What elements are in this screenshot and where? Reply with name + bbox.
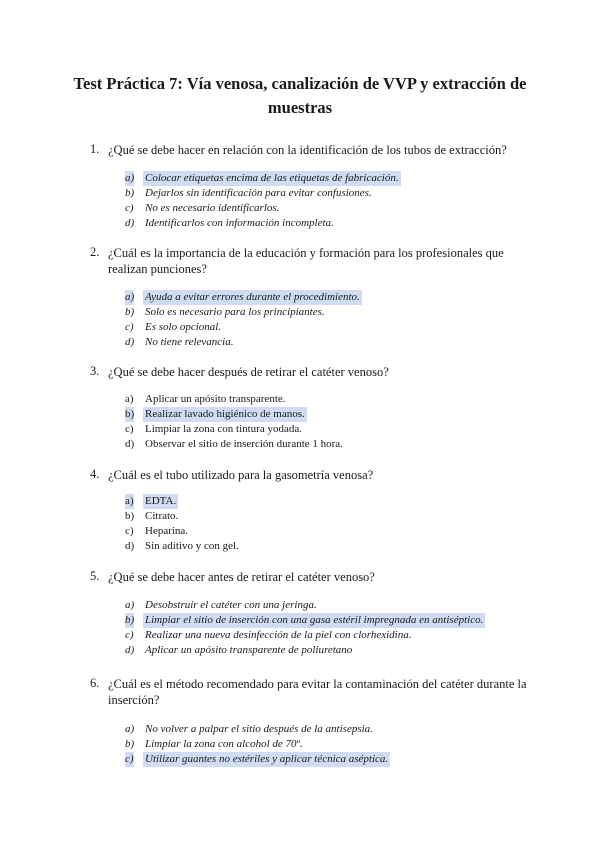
option: a) No volver a palpar el sitio después de la antisepsia. [125, 723, 373, 735]
option: b) Limpiar el sitio de inserción con una gasa estéril impregnada en antiséptico. [125, 614, 484, 626]
option: a) Aplicar un apósito transparente. [125, 393, 286, 405]
options-4 [0, 494, 600, 554]
question-number: 6. [90, 676, 100, 690]
option: d) Observar el sitio de inserción durante 1 hora. [125, 438, 343, 450]
page-title: Test Práctica 7: Vía venosa, canalización de VVP y extracción de muestras [73, 74, 527, 117]
option: d) Sin aditivo y con gel. [125, 540, 239, 552]
option: c) Utilizar guantes no estériles y aplicar técnica aséptica. [125, 753, 389, 765]
options-1 [0, 171, 600, 231]
option: c) Es solo opcional. [125, 321, 222, 333]
option: d) Aplicar un apósito transparente de poliuretano [125, 644, 353, 656]
option: c) Heparina. [125, 525, 189, 537]
question-number: 4. [90, 467, 100, 481]
option: c) Limpiar la zona con tintura yodada. [125, 423, 302, 435]
options-6 [0, 722, 600, 767]
option: b) Solo es necesario para los principiantes. [125, 306, 325, 318]
question-text: ¿Cuál es el método recomendado para evitar la contaminación del catéter durante la inserción? [108, 677, 527, 707]
option: d) Identificarlos con información incompleta. [125, 217, 334, 229]
option: a) EDTA. [125, 495, 177, 507]
option: a) Ayuda a evitar errores durante el procedimiento. [125, 291, 360, 303]
question-text: ¿Qué se debe hacer después de retirar el catéter venoso? [108, 365, 389, 379]
option: b) Dejarlos sin identificación para evitar confusiones. [125, 187, 372, 199]
option: b) Realizar lavado higiénico de manos. [125, 408, 305, 420]
option: a) Colocar etiquetas encima de las etiquetas de fabricación. [125, 172, 399, 184]
option: b) Citrato. [125, 510, 179, 522]
question-text: ¿Qué se debe hacer antes de retirar el catéter venoso? [108, 570, 375, 584]
question-number: 1. [90, 142, 100, 156]
question-text: ¿Qué se debe hacer en relación con la identificación de los tubos de extracción? [108, 143, 507, 157]
options-3 [0, 392, 600, 452]
question-number: 5. [90, 569, 100, 583]
question-text: ¿Cuál es el tubo utilizado para la gasometría venosa? [108, 468, 374, 482]
option: c) No es necesario identificarlos. [125, 202, 280, 214]
option: d) No tiene relevancia. [125, 336, 234, 348]
options-2 [0, 290, 600, 350]
question-number: 3. [90, 364, 100, 378]
option: c) Realizar una nueva desinfección de la piel con clorhexidina. [125, 629, 412, 641]
options-5 [0, 598, 600, 658]
question-number: 2. [90, 245, 100, 259]
option: a) Desobstruir el catéter con una jeringa. [125, 599, 317, 611]
option: b) Limpiar la zona con alcohol de 70º. [125, 738, 303, 750]
question-text: ¿Cuál es la importancia de la educación y formación para los profesionales que realizan punciones? [108, 246, 504, 276]
